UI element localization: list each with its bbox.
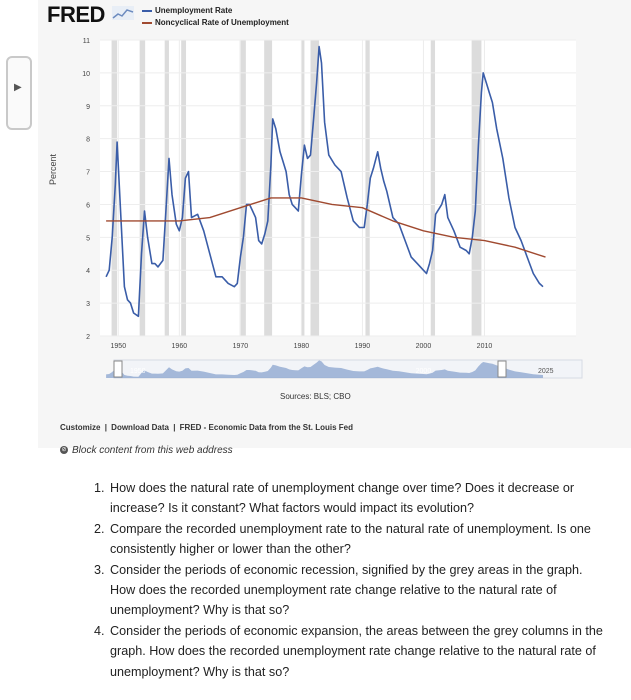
question-item: 4. Consider the periods of economic expansion, the areas between the grey columns in the graph. How does the recorded unemployment rate change relative to the natural rate of unemployment? Why is that so?	[108, 621, 608, 682]
recession-band	[431, 40, 435, 336]
recession-band	[140, 40, 145, 336]
y-tick-label: 6	[86, 202, 90, 210]
recession-band	[264, 40, 272, 336]
y-tick-label: 2	[86, 334, 90, 341]
question-item: 2. Compare the recorded unemployment rate to the natural rate of unemployment. Is one consistently higher or lower than the other?	[108, 519, 608, 560]
block-content-link[interactable]: ⊘ Block content from this web address	[61, 445, 233, 456]
y-axis-label: Percent	[48, 153, 58, 185]
legend-item-noncyclical: Noncyclical Rate of Unemployment	[142, 17, 289, 29]
navigator-end-label: 2025	[538, 368, 554, 375]
x-tick-label: 2010	[476, 343, 493, 350]
fred-logo: FRED	[47, 2, 105, 27]
y-tick-label: 5	[86, 235, 90, 243]
y-tick-label: 7	[86, 169, 90, 177]
question-list	[88, 478, 608, 682]
navigator-start-label: 1950	[130, 368, 146, 375]
y-tick-label: 9	[86, 103, 90, 111]
navigator-left-handle[interactable]	[114, 361, 122, 377]
link-separator: |	[173, 423, 176, 432]
y-tick-label: 4	[86, 268, 90, 276]
footer-links	[60, 423, 355, 432]
recession-band	[311, 40, 320, 336]
download-data-link[interactable]: Download Data	[111, 423, 169, 432]
play-arrow-icon[interactable]: ▶	[14, 82, 22, 93]
customize-link[interactable]: Customize	[60, 423, 101, 432]
x-tick-label: 1950	[110, 343, 127, 350]
x-tick-label: 2000	[415, 343, 432, 350]
question-item: 1. How does the natural rate of unemployment change over time? Does it decrease or increase? Is it constant? What factors would impact its evolution?	[108, 478, 608, 519]
block-icon: ⊘	[61, 447, 67, 454]
sources-note: Sources: BLS; CBO	[280, 392, 351, 401]
x-tick-label: 1970	[232, 343, 249, 350]
x-tick-label: 1980	[293, 343, 310, 350]
y-tick-label: 3	[86, 301, 90, 309]
legend-item-unemployment: Unemployment Rate	[142, 5, 289, 17]
question-item: 3. Consider the periods of economic recession, signified by the grey areas in the graph. How does the recorded unemployment rate change relative to the natural rate of unemployment? Why is that so?	[108, 560, 608, 621]
y-tick-label: 10	[82, 70, 90, 78]
y-tick-label: 11	[82, 38, 90, 45]
x-tick-label: 1990	[354, 343, 371, 350]
link-separator: |	[104, 423, 107, 432]
x-tick-label: 1960	[171, 343, 188, 350]
navigator-right-handle[interactable]	[498, 361, 506, 377]
fred-home-link[interactable]: FRED - Economic Data from the St. Louis Fed	[179, 423, 354, 432]
y-tick-label: 8	[86, 136, 90, 144]
navigator-mid-label: 2000	[415, 368, 432, 375]
